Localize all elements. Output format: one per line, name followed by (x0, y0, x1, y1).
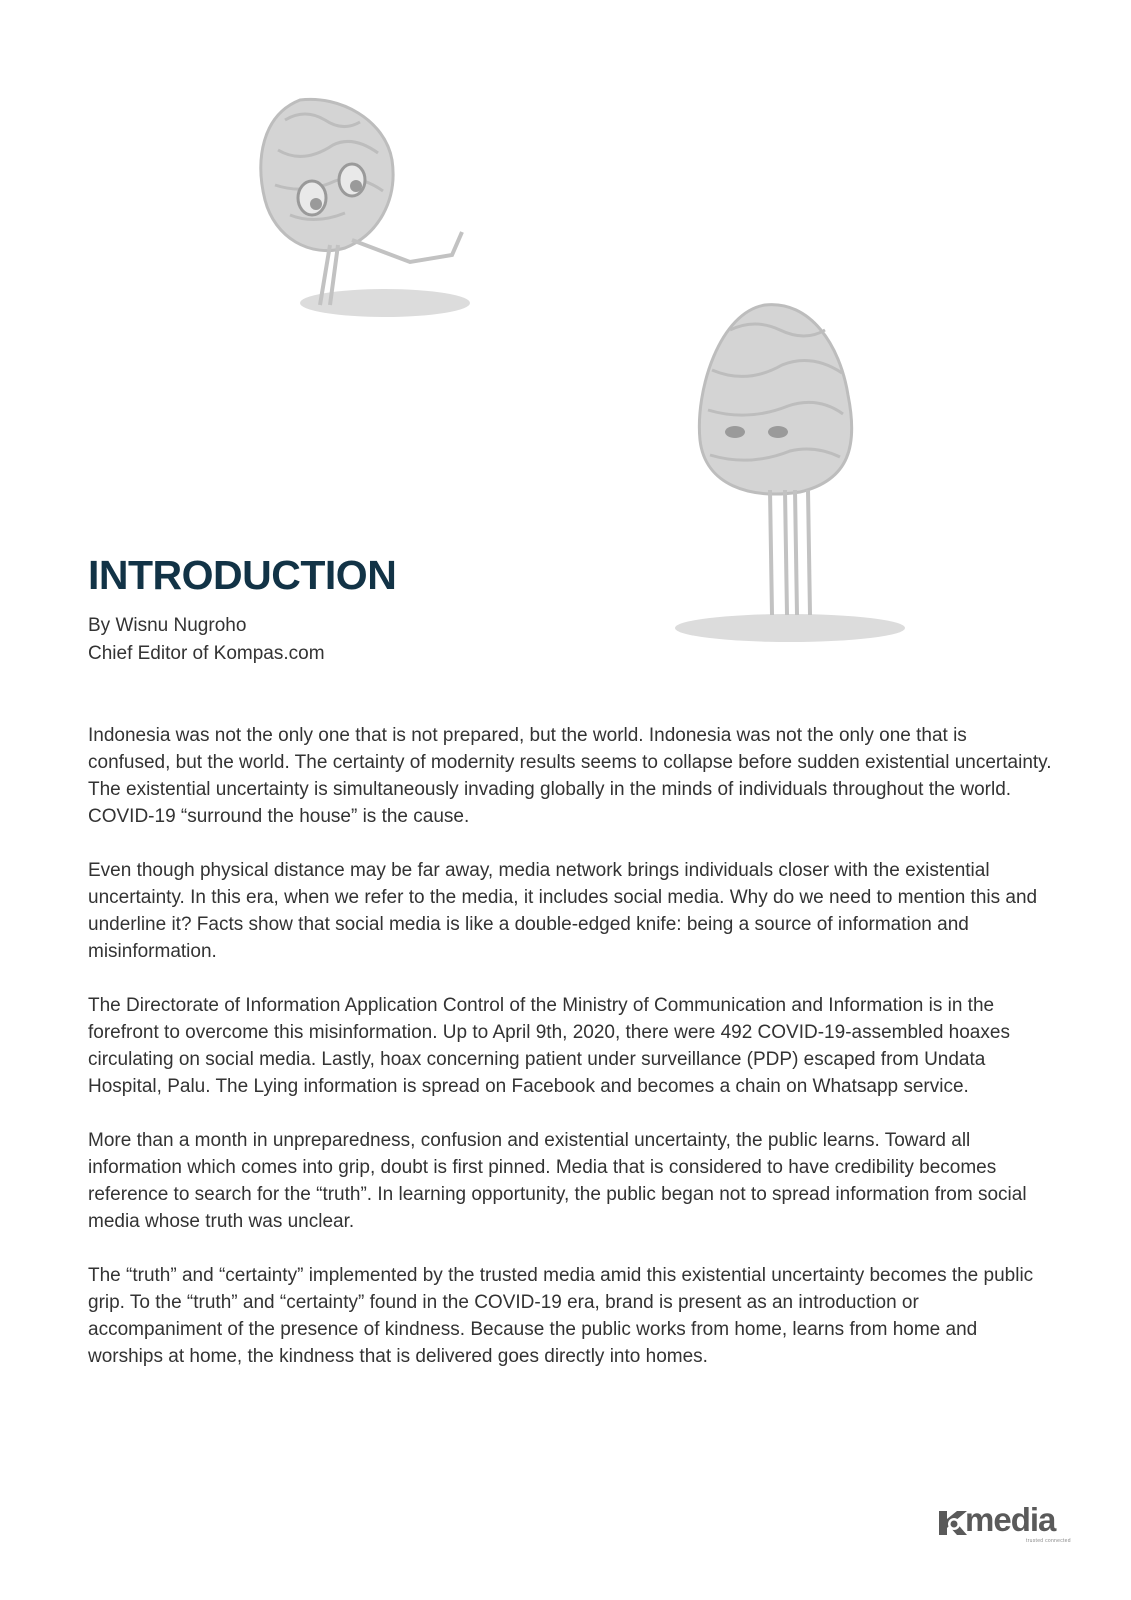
byline (88, 612, 588, 668)
author-role: Chief Editor of Kompas.com (88, 643, 325, 664)
paragraph: The “truth” and “certainty” implemented by the trusted media amid this existential uncertainty becomes the public grip. To the “truth” and “certainty” found in the COVID-19 era, brand is present as an introduction or accompaniment of the presence of kindness. Because the public works from home, learns from home and worships at home, the kindness that is delivered goes directly into homes. (88, 1265, 1034, 1367)
logo-tagline: trusted connected (1026, 1538, 1071, 1544)
kmedia-logo (935, 1503, 1085, 1553)
paragraph: More than a month in unpreparedness, confusion and existential uncertainty, the public learns. Toward all information which comes into grip, doubt is first pinned. Media that is considered to have credibility becomes reference to search for the “truth”. In learning opportunity, the public began not to spread information from social media whose truth was unclear. (88, 1130, 1027, 1232)
page-title: INTRODUCTION (88, 552, 397, 598)
small-creature-kicking (261, 99, 470, 317)
paragraph: Indonesia was not the only one that is not prepared, but the world. Indonesia was not the only one that is confused, but the world. The certainty of modernity results seems to collapse before sudden existential uncertainty. The existential uncertainty is simultaneously invading globally in the minds of individuals throughout the world. COVID-19 “surround the house” is the cause. (88, 725, 1052, 827)
paragraph: Even though physical distance may be far away, media network brings individuals closer with the existential uncertainty. In this era, when we refer to the media, it includes social media. Why do we need to mention this and underline it? Facts show that social media is like a double-edged knife: being a source of information and misinformation. (88, 860, 1038, 962)
article-header (88, 552, 588, 668)
paragraph: The Directorate of Information Application Control of the Ministry of Communication and Information is in the forefront to overcome this misinformation. Up to April 9th, 2020, there were 492 COVID-19-assembled hoaxes circulating on social media. Lastly, hoax concerning patient under surveillance (PDP) escaped from Undata Hospital, Palu. The Lying information is spread on Facebook and becomes a chain on Whatsapp service. (88, 995, 1010, 1097)
tall-creature-standing (675, 305, 905, 642)
article-body (88, 722, 1053, 1397)
k-logo-icon (935, 1505, 969, 1539)
logo-wordmark: media (965, 1501, 1056, 1538)
author-name: By Wisnu Nugroho (88, 615, 247, 636)
